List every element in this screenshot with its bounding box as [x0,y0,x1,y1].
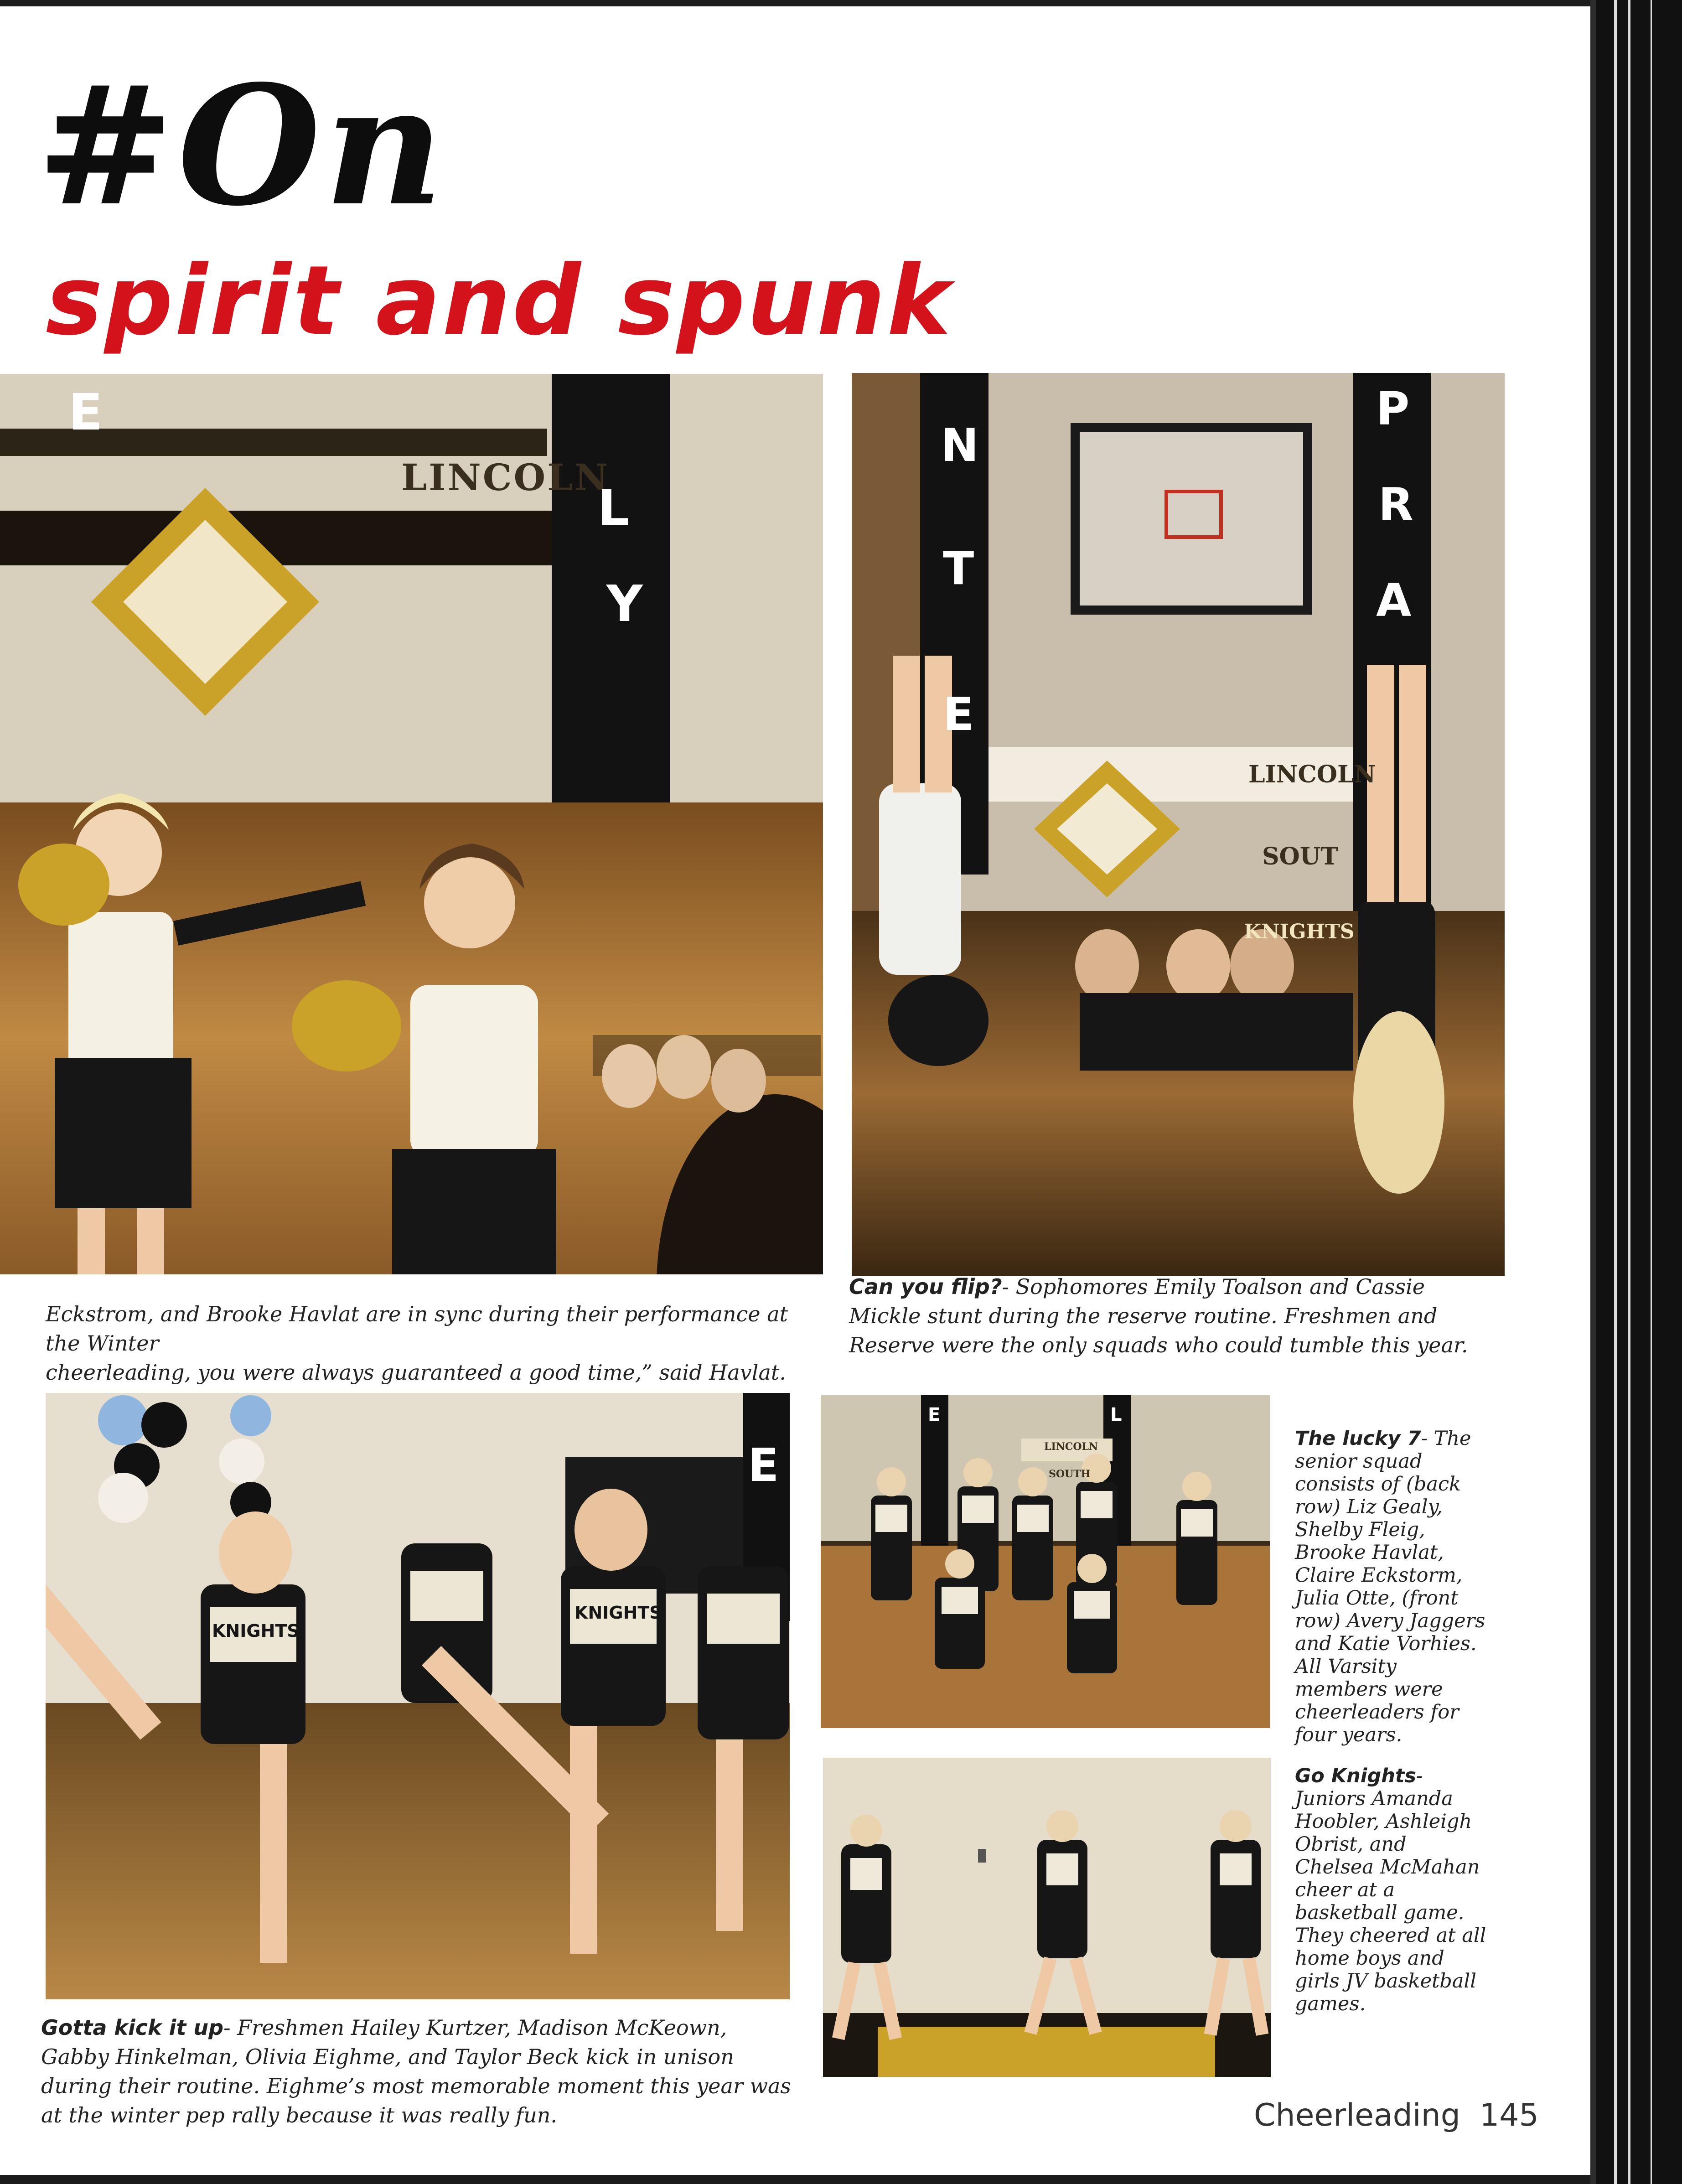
banner-letter: A [1376,574,1412,627]
page-subtitle: spirit and spunk [46,245,952,357]
book-spine [1596,0,1682,2184]
banner-lincoln: LINCOLN [1044,1441,1098,1453]
uniform-lettering: KNIGHTS [574,1603,662,1623]
caption-text: - The senior squad consists of (back row) Liz Gealy, Shelby Fleig, Brooke Havlat, Claire Eckstorm, Julia Otte, (front row) Avery Jaggers and Katie Vorhies. All Varsity members were cheerleaders for four years. [1295,1427,1485,1746]
banner-letter: Y [606,574,643,633]
caption-photo-2 [849,1272,1496,1360]
book-spine-edge [1590,0,1596,2184]
banner-letter: E [928,1404,941,1425]
caption-text: - Juniors Amanda Hoobler, Ashleigh Obrist, and Chelsea McMahan cheer at a basketball game. They cheered at all home boys and girls JV basketball games. [1295,1765,1486,2015]
page-number: 145 [1480,2097,1539,2133]
page-title: #On [36,49,447,242]
banner-letter: E [68,383,103,441]
page-bottom-border [0,2175,1596,2184]
photo-junior-cheerleaders [823,1758,1271,2077]
caption-lead: Can you flip? [849,1274,1002,1299]
photo-flip-stunt [852,373,1505,1276]
photo-kick-line [46,1393,790,1999]
banner-letter: N [941,419,979,472]
banner-letter: T [943,542,974,595]
caption-line: Eckstrom, and Brooke Havlat are in sync during their performance at the Winter [46,1302,788,1356]
banner-lincoln: LINCOLN [1248,761,1376,788]
uniform-lettering: KNIGHTS [212,1621,300,1641]
banner-knights: KNIGHTS [1244,920,1355,943]
photo-senior-squad [821,1395,1270,1728]
caption-photo-4 [1295,1427,1491,1746]
caption-lead: Gotta kick it up [41,2015,224,2040]
caption-text: - Sophomores Emily Toalson and Cassie Mickle stunt during the reserve routine. Freshmen and Reserve were the only squads who could tumble this year. [849,1274,1468,1357]
banner-letter: E [943,688,974,741]
caption-photo-3 [41,2013,793,2130]
caption-line: cheerleading, you were always guaranteed a good time,” said Havlat. [46,1360,787,1385]
banner-letter: P [1376,382,1410,435]
banner-south: SOUTH [1049,1468,1091,1480]
section-name: Cheerleading [1254,2097,1460,2133]
page-top-border [0,0,1596,6]
caption-lead: Go Knights [1295,1765,1417,1787]
banner-lincoln: LINCOLN [401,456,610,499]
banner-letter: L [597,479,630,537]
caption-photo-1 [46,1299,821,1387]
banner-letter: L [1110,1404,1122,1425]
caption-lead: The lucky 7 [1295,1427,1421,1450]
caption-text: - Freshmen Hailey Kurtzer, Madison McKeown, Gabby Hinkelman, Olivia Eighme, and Taylor Beck kick in unison during their routine. Eighme’s most memorable moment this year was at the winter pep rally because it was really fun. [41,2015,791,2127]
banner-letter: R [1378,478,1414,531]
banner-south: SOUT [1262,843,1338,870]
banner-letter: E [748,1439,779,1492]
photo-cheerleaders-pom-poms [0,374,823,1274]
caption-photo-5 [1295,1765,1491,2015]
